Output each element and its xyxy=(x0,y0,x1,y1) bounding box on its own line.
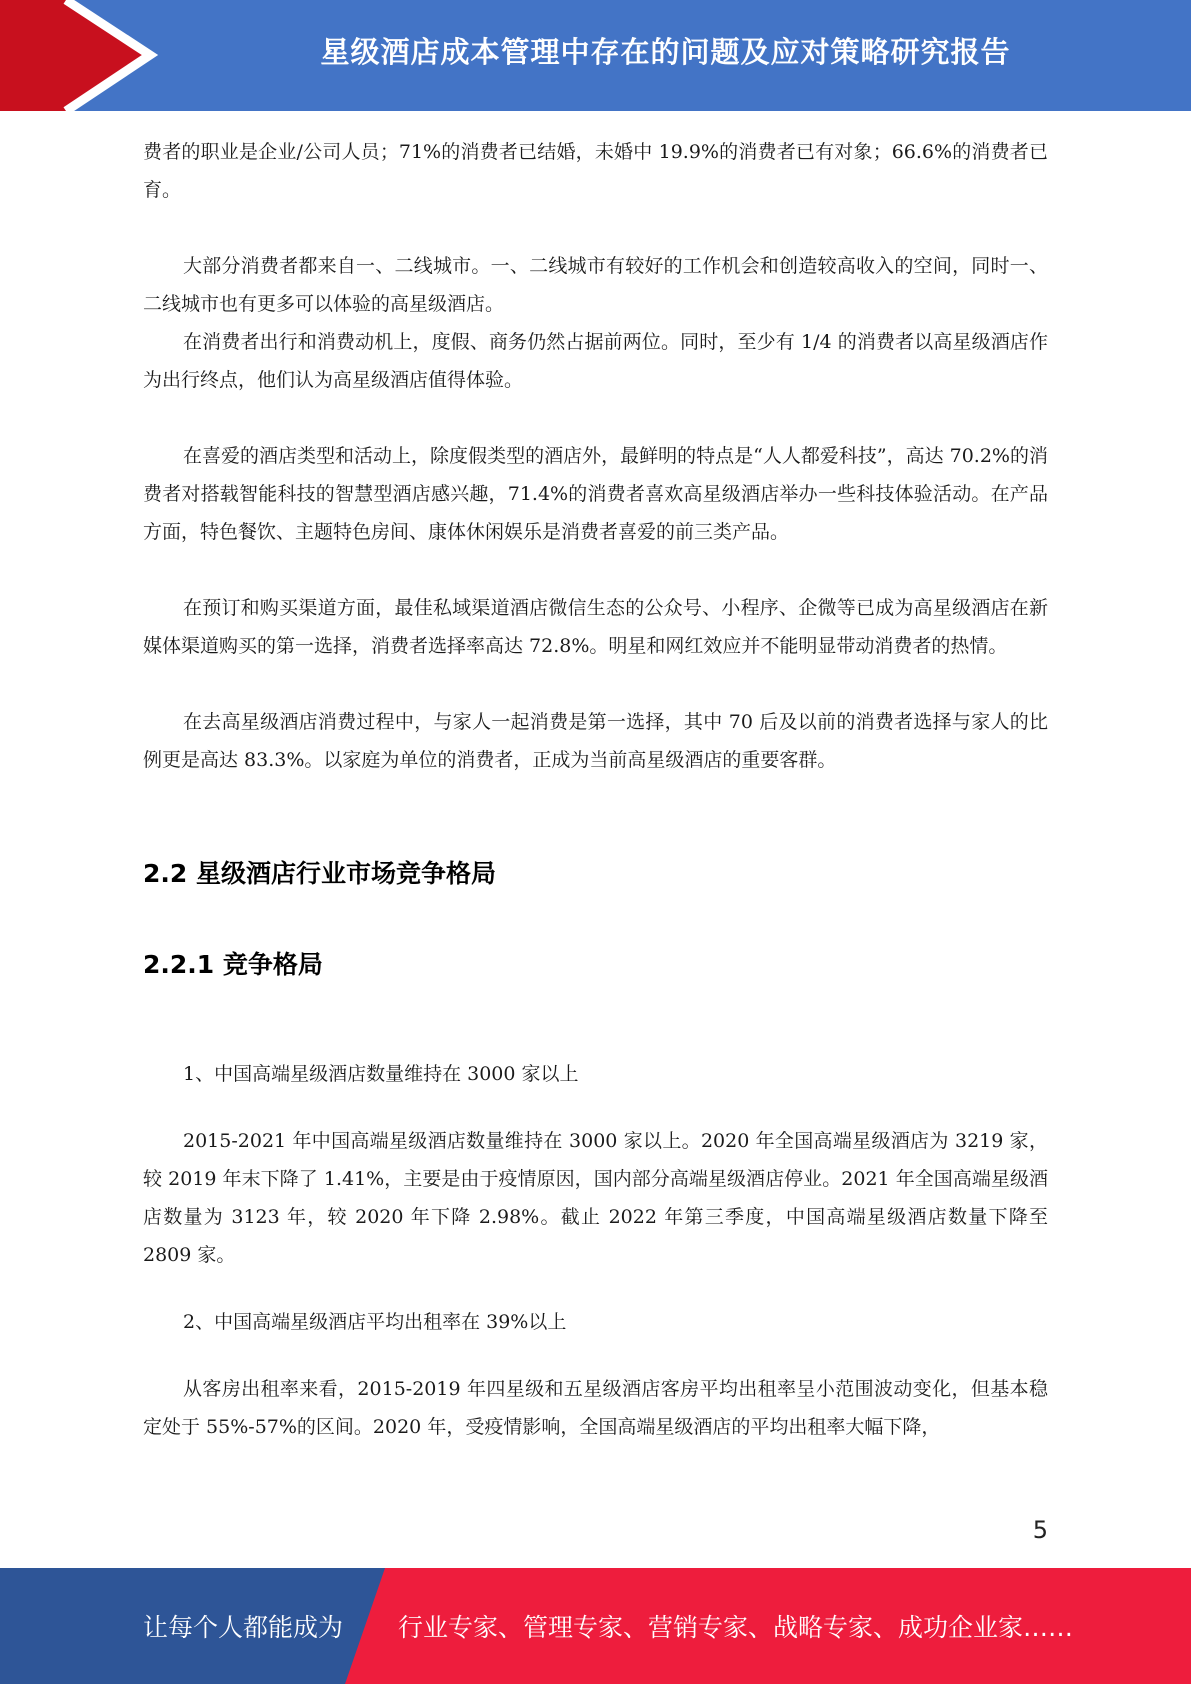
paragraph: 在去高星级酒店消费过程中，与家人一起消费是第一选择，其中 70 后及以前的消费者选择与家人的比例更是高达 83.3%。以家庭为单位的消费者，正成为当前高星级酒店的重要客群。 xyxy=(143,711,1048,771)
page-footer xyxy=(0,1568,1191,1684)
report-title: 星级酒店成本管理中存在的问题及应对策略研究报告 xyxy=(320,34,1011,69)
subsection-heading: 2.2.1 竞争格局 xyxy=(143,950,323,979)
paragraph: 从客房出租率来看，2015-2019 年四星级和五星级酒店客房平均出租率呈小范围波动变化，但基本稳定处于 55%-57%的区间。2020 年，受疫情影响，全国高端星级酒店的平均出租率大幅下降， xyxy=(143,1378,1048,1438)
paragraph: 在消费者出行和消费动机上，度假、商务仍然占据前两位。同时，至少有 1/4 的消费者以高星级酒店作为出行终点，他们认为高星级酒店值得体验。 xyxy=(143,331,1048,391)
list-item: 2、中国高端星级酒店平均出租率在 39%以上 xyxy=(183,1311,567,1333)
paragraph: 2015-2021 年中国高端星级酒店数量维持在 3000 家以上。2020 年全国高端星级酒店为 3219 家，较 2019 年末下降了 1.41%，主要是由于疫情原因，国内部分高端星级酒店停业。2021 年全国高端星级酒店数量为 3123 年，较 2020 年下降 2.98%。截止 2022 年第三季度，中国高端星级酒店数量下降至 2809 家。 xyxy=(143,1130,1048,1266)
page-number: 5 xyxy=(1032,1516,1048,1544)
list-item: 1、中国高端星级酒店数量维持在 3000 家以上 xyxy=(183,1063,579,1085)
paragraph: 大部分消费者都来自一、二线城市。一、二线城市有较好的工作机会和创造较高收入的空间，同时一、二线城市也有更多可以体验的高星级酒店。 xyxy=(143,255,1048,315)
header-arrow-icon xyxy=(0,0,160,111)
paragraph: 在喜爱的酒店类型和活动上，除度假类型的酒店外，最鲜明的特点是“人人都爱科技”，高达 70.2%的消费者对搭载智能科技的智慧型酒店感兴趣，71.4%的消费者喜欢高星级酒店举办一些科技体验活动。在产品方面，特色餐饮、主题特色房间、康体休闲娱乐是消费者喜爱的前三类产品。 xyxy=(143,445,1048,543)
document-body xyxy=(143,133,1048,1446)
page-header xyxy=(0,0,1191,111)
footer-slogan-left: 让每个人都能成为 xyxy=(143,1613,344,1642)
paragraph: 在预订和购买渠道方面，最佳私域渠道酒店微信生态的公众号、小程序、企微等已成为高星级酒店在新媒体渠道购买的第一选择，消费者选择率高达 72.8%。明星和网红效应并不能明显带动消费者的热情。 xyxy=(143,597,1048,657)
footer-slogan-right: 行业专家、管理专家、营销专家、战略专家、成功企业家…… xyxy=(398,1613,1074,1642)
section-heading: 2.2 星级酒店行业市场竞争格局 xyxy=(143,859,496,888)
paragraph: 费者的职业是企业/公司人员；71%的消费者已结婚，未婚中 19.9%的消费者已有对象；66.6%的消费者已育。 xyxy=(143,141,1048,201)
